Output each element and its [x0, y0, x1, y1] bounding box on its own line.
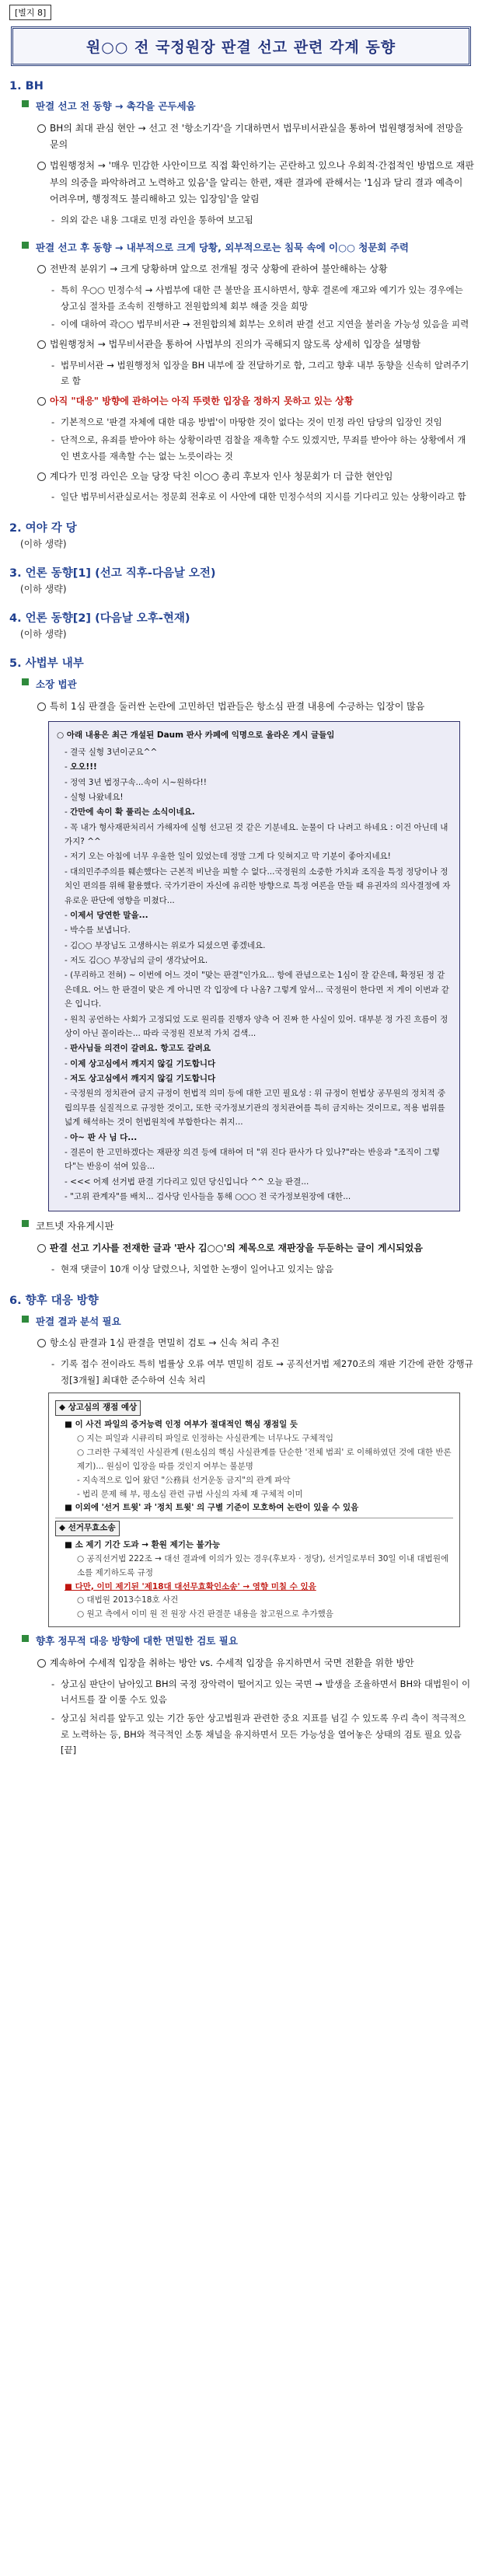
list-item-text: 일단 법무비서관실로서는 정문회 전후로 이 사안에 대한 민정수석의 지시를 기다리고 있는 상황이라고 함: [61, 491, 466, 503]
square-bullet-icon: [22, 1316, 29, 1323]
list-item-text: 아직 "대응" 방향에 관하여는 아직 뚜렷한 입장을 정하지 못하고 있는 상황: [50, 396, 354, 407]
section-4-heading: [9, 609, 474, 640]
title-box: [11, 26, 471, 66]
list-item: - 법무비서관 → 법원행정처 입장을 BH 내부에 잘 전달하기로 함, 그리고 향후 내부 동향을 신속히 알려주기로 함: [51, 359, 469, 387]
section-6b-label: 향후 정무적 대응 방향에 대한 면밀한 검토 필요: [36, 1635, 238, 1647]
comment-line: - <<< 어제 선거법 판결 기다리고 있던 당신입니다 ^^ 오늘 판결...: [65, 1176, 309, 1187]
document-title: 원○○ 전 국정원장 판결 선고 관련 각계 동향: [85, 39, 396, 56]
list-item: [8, 393, 474, 410]
comment-line: - 김○○ 부장님도 고생하시는 위로가 되셨으면 좋겠네요.: [65, 940, 266, 950]
square-bullet-icon: [22, 678, 29, 685]
section-6a: [8, 1313, 474, 1330]
case-detail: ○ 지는 피일과 시큐리티 파일로 인정하는 사실관계는 너무나도 구체적임: [77, 1434, 334, 1444]
section-5a: [8, 676, 474, 693]
attachment-tag: [별지 8]: [9, 5, 51, 20]
circle-bullet-icon: [37, 340, 46, 349]
circle-bullet-icon: [37, 265, 46, 274]
circle-bullet-icon: [37, 1244, 46, 1253]
comment-line: - 간만에 속이 확 풀리는 소식이네요.: [65, 807, 195, 817]
case-row: ■ 다만, 이미 제기된 '제18대 대선무효확인소송' → 영향 미칠 수 있음: [65, 1581, 316, 1591]
circle-bullet-icon: [37, 397, 46, 406]
comment-line: - 아~ 판 사 님 다...: [65, 1132, 138, 1142]
section-1a: [8, 98, 474, 115]
list-item-text: 기본적으로 '판결 자체에 대한 대응 방법'이 마땅한 것이 없다는 것이 민정 라인 담당의 입장인 것임: [61, 416, 442, 427]
comment-line: - 이제서 당연한 말을...: [65, 910, 148, 920]
square-bullet-icon: [22, 1220, 29, 1227]
comment-line: - 판사님들 의견이 갈려요. 항고도 갈려요: [65, 1044, 211, 1054]
list-item: [8, 120, 474, 154]
list-item-text: 판결 선고 기사를 전재한 글과 '판사 김○○'의 제목으로 재판장을 두둔하는 글이 게시되었음: [50, 1243, 423, 1254]
comment-line: - 실형 나왔네요!: [65, 792, 124, 802]
comment-line: - 꼭 내가 형사재판처리서 가해자에 실형 선고된 것 같은 기분네요. 눈물이 다 나려고 하네요 : 이건 아닌데 내가지? ^^: [65, 822, 448, 847]
list-item: - 단적으로, 유죄를 받아야 하는 상황이라면 검찰을 재촉할 수도 있겠지만, 무죄를 받아야 하는 상황에서 개인 변호사를 재촉할 수는 없는 노릇이라는 것: [51, 434, 466, 462]
list-item-text: 법원행정처 → 법무비서관을 통하여 사법부의 진의가 곡해되지 않도록 상세히 입장을 설명함: [50, 339, 421, 350]
case-detail: - 지속적으로 입어 왔던 "公務員 선거운동 금지"의 관계 파악: [77, 1475, 291, 1485]
list-item: [8, 469, 474, 486]
list-item-text: 의외 같은 내용 그대로 민정 라인을 통하여 보고됨: [61, 214, 253, 225]
case-detail: - 법리 문제 해 부, 평소심 관련 규범 사실의 자체 재 구체적 이미: [77, 1489, 303, 1499]
list-item-text: 법무비서관 → 법원행정처 입장을 BH 내부에 잘 전달하기로 함, 그리고 향후 내부 동향을 신속히 알려주기로 함: [61, 359, 469, 387]
section-1b-label: 판결 선고 후 동향 → 내부적으로 크게 당황, 외부적으로는 침묵 속에 이○○ 청문회 주력: [36, 241, 410, 253]
list-item: [8, 699, 474, 716]
list-item-text: 전반적 분위기 → 크게 당황하며 앞으로 전개될 정국 상황에 관하여 불안해하는 상황: [50, 263, 388, 275]
comment-line: - "고위 관계자"를 배치... 검사당 인사들을 통해 ○○○ 전 국가정보원장에 대한...: [65, 1192, 351, 1202]
section-4-title: 4. 언론 동향[2] (다음날 오후-현재): [9, 612, 190, 625]
list-item: - 기본적으로 '판결 자체에 대한 대응 방법'이 마땅한 것이 없다는 것이 민정 라인 담당의 입장인 것임: [51, 416, 442, 427]
comment-line: - 이제 상고심에서 깨지지 않길 기도합니다: [65, 1058, 216, 1068]
section-3-title: 3. 언론 동향[1] (선고 직후-다음날 오전): [9, 566, 216, 580]
comment-line: - 결론이 한 고민하겠다는 재판장 의견 등에 대하여 더 "위 진다 판사가 다 있나?"라는 반응과 "조직이 그렇다"는 반응이 섞여 있음...: [65, 1147, 440, 1172]
list-item: - 특히 우○○ 민정수석 → 사법부에 대한 큰 불만을 표시하면서, 향후 결론에 재고와 예기가 있는 경우에는 상고심 절차를 조속히 진행하고 전원합의체 회부 해줄 것을 희망: [51, 284, 463, 312]
comment-line: - 대의민주주의를 훼손했다는 근본적 비난을 피할 수 없다...국정원의 소중한 가치과 조직을 특정 정당이나 정치인 편의를 위해 활용했다. 국가기관이 자신에 유리한 방향으로 특정 여론을 만들 때 유권자의 의사결정에 자유로운 판단에 영향을 미쳤다...: [65, 866, 451, 905]
section-6-heading: 6. 향후 대응 방향: [9, 1294, 99, 1307]
list-item: [8, 158, 474, 208]
list-item: - 상고심 판단이 남아있고 BH의 국정 장악력이 떨어지고 있는 국면 → 발생을 조율하면서 BH와 대법원이 이너서트를 잘 이룰 수도 있음: [51, 1678, 471, 1706]
list-item: - 상고심 처리를 앞두고 있는 기간 동안 상고법원과 관련한 중요 지표를 넘길 수 있도록 우리 측이 적극적으로 노력하는 등, BH와 적극적인 소통 채널을 유지하면서 모든 가능성을 열어놓은 상태의 검토 필요 있음 [끝]: [51, 1712, 466, 1756]
section-5a-label: 소장 법관: [36, 678, 77, 690]
comment-line: - 박수를 보냅니다.: [65, 925, 131, 936]
case-detail: ○ 대법원 2013수18호 사건: [77, 1595, 179, 1605]
comment-line: - 저도 김○○ 부장님의 글이 생각났어요.: [65, 956, 208, 966]
case-analysis-box: [48, 1393, 460, 1627]
list-item: [8, 261, 474, 278]
list-item: [8, 1240, 474, 1257]
case-heading: ◆ 선거무효소송: [55, 1521, 120, 1536]
list-item-text: 항소심 판결과 1심 판결을 면밀히 검토 → 신속 처리 추진: [50, 1337, 280, 1349]
case-detail: ○ 공직선거법 222조 → 대선 결과에 이의가 있는 경우(후보자 · 정당), 선거일로부터 30일 이내 대법원에 소를 제기하도록 규정: [77, 1553, 449, 1577]
circle-bullet-icon: [37, 1659, 46, 1668]
section-1b: [8, 239, 474, 256]
list-item: - 의외 같은 내용 그대로 민정 라인을 통하여 보고됨: [51, 214, 253, 225]
comments-title: ○ 아래 내용은 최근 개설된 Daum 판사 카페에 익명으로 올라온 게시 글들임: [57, 730, 335, 741]
circle-bullet-icon: [37, 1339, 46, 1347]
list-item: [8, 1335, 474, 1352]
case-row: ■ 소 제기 기간 도과 → 환원 제기는 불가능: [65, 1540, 221, 1550]
section-6b: [8, 1633, 474, 1650]
section-1-heading: 1. BH: [9, 80, 44, 92]
list-item-text: 상고심 판단이 남아있고 BH의 국정 장악력이 떨어지고 있는 국면 → 발생을 조율하면서 BH와 대법원이 이너서트를 잘 이룰 수도 있음: [61, 1678, 471, 1706]
section-2-sub: (이하 생략): [20, 538, 67, 549]
case-detail: ○ 그러한 구체적인 사실관계 (원소심의 핵심 사실관계를 단순한 '전체 범죄' 로 이해하였던 것에 대한 반론 제기)... 원심이 입장을 따를 것인지 여부는 불분명: [77, 1447, 452, 1471]
cafe-comments-box: [48, 721, 460, 1211]
case-detail: ○ 원고 측에서 이미 원 전 원장 사건 판결문 내용을 참고원으로 추가했음: [77, 1609, 333, 1619]
list-item: - 기록 접수 전이라도 특히 법률상 오류 여부 면밀히 검토 → 공직선거법 제270조의 재판 기간에 관한 강행규정[3개월] 최대한 준수하여 신속 처리: [51, 1358, 473, 1386]
list-item: - 현재 댓글이 10개 이상 달렸으나, 치열한 논쟁이 일어나고 있지는 않음: [51, 1263, 334, 1274]
list-item-text: 기록 접수 전이라도 특히 법률상 오류 여부 면밀히 검토 → 공직선거법 제270조의 재판 기간에 관한 강행규정[3개월] 최대한 준수하여 신속 처리: [61, 1358, 473, 1386]
list-item: [8, 1655, 474, 1672]
section-4-sub: (이하 생략): [20, 628, 67, 640]
circle-bullet-icon: [37, 162, 46, 170]
list-item-text: 법원행정처 → '매우 민감한 사안이므로 직접 확인하기는 곤란하고 있으나 우회적·간접적인 방법으로 재판부의 의중을 파악하려고 노력하고 있음'을 알리는 한편, 재판 결과에 관해서는 '1심과 달리 결과 예측이 어려우며, 행정적도 불리해하고 있는 입장임'을 알림: [50, 160, 474, 205]
comment-line: - 저기 오는 아침에 너무 우울한 일이 있었는데 정말 그게 다 잊혀지고 막 기분이 좋아지네요!: [65, 852, 391, 862]
list-item-text: 현재 댓글이 10개 이상 달렸으나, 치열한 논쟁이 일어나고 있지는 않음: [61, 1263, 334, 1274]
case-row: ■ 이 사건 파일의 증거능력 인정 여부가 절대적인 핵심 쟁점일 듯: [65, 1420, 298, 1430]
comment-line: - 원칙 공언하는 사회가 고정되었 도로 원리를 진행자 양측 어 진짜 한 사실이 있어. 대부분 정 가진 흐름이 정상이 아닌 꼴이라는... 따라 국정원 진보적 가치 검색...: [65, 1014, 448, 1038]
section-6a-label: 판결 결과 분석 필요: [36, 1315, 121, 1327]
circle-bullet-icon: [37, 472, 46, 481]
case-row: ■ 이외에 '선거 트윗' 과 '정치 트윗' 의 구별 기준이 모호하여 논란이 있을 수 있음: [65, 1503, 359, 1513]
comment-line: - 오오!!!: [65, 762, 97, 772]
section-3-heading: [9, 564, 474, 595]
square-bullet-icon: [22, 1635, 29, 1642]
list-item-text: 특히 우○○ 민정수석 → 사법부에 대한 큰 불만을 표시하면서, 향후 결론에 재고와 예기가 있는 경우에는 상고심 절차를 조속히 진행하고 전원합의체 회부 해줄 것을 희망: [61, 284, 463, 312]
circle-bullet-icon: [37, 702, 46, 711]
list-item-text: BH의 최대 관심 현안 → 선고 전 '항소기각'을 기대하면서 법무비서관실을 통하여 법원행정처에 전망을 문의: [50, 122, 463, 151]
square-bullet-icon: [22, 242, 29, 249]
section-2-title: 2. 여야 각 당: [9, 521, 77, 535]
section-3-sub: (이하 생략): [20, 583, 67, 594]
section-5b-label: 코트넷 자유게시판: [36, 1220, 114, 1232]
list-item: - 이에 대하여 곽○○ 법무비서관 → 전원합의체 회부는 오히려 판결 선고 지연을 불러올 가능성 있음을 피력: [51, 319, 469, 330]
comment-line: - 정역 3년 법정구속...속이 시~원하다!!: [65, 777, 207, 787]
list-item-text: 단적으로, 유죄를 받아야 하는 상황이라면 검찰을 재촉할 수도 있겠지만, 무죄를 받아야 하는 상황에서 개인 변호사를 재촉할 수는 없는 노릇이라는 것: [61, 434, 466, 462]
section-2-heading: [9, 519, 474, 550]
section-5b: [8, 1218, 474, 1235]
comment-line: - 결국 실형 3년이군요^^: [65, 747, 158, 757]
list-item-text: 계속하여 수세적 입장을 취하는 방안 vs. 수세적 입장을 유지하면서 국면 전환을 위한 방안: [50, 1657, 414, 1668]
list-item-text: 이에 대하여 곽○○ 법무비서관 → 전원합의체 회부는 오히려 판결 선고 지연을 불러올 가능성 있음을 피력: [61, 319, 469, 330]
section-5-heading: 5. 사법부 내부: [9, 657, 84, 670]
list-item: [8, 336, 474, 354]
list-item-text: 계다가 민정 라인은 오늘 당장 닥친 이○○ 총리 후보자 인사 청문회가 더 급한 현안임: [50, 470, 393, 482]
section-1a-label: 판결 선고 전 동향 → 촉각을 곤두세움: [36, 100, 196, 112]
comment-line: - 국정원의 정치관여 금지 규정이 헌법적 의미 등에 대한 고민 필요성 : 위 규정이 헌법상 공무원의 정치적 중립의무를 실질적으로 규정한 것이고, 또한 국가정보기관의 정치관여를 특히 금지하는 것이므로, 적용 범위를 넓게 해석하는 것이 헌법원칙에 부합한다는 취지...: [65, 1089, 446, 1128]
list-item: - 일단 법무비서관실로서는 정문회 전후로 이 사안에 대한 민정수석의 지시를 기다리고 있는 상황이라고 함: [51, 491, 466, 503]
comment-line: - (무리하고 전혀) ~ 이번에 어느 것이 "맞는 판결"인가요... 항에 관념으로는 1심이 잘 같은데, 확정된 정 같은데요. 어느 한 판결이 맞은 게 아니면 각 입장에 다 나옴? 그렇게 앞서... 국정원이 한다면 저 게이 이번과 같은 입니다.: [65, 971, 449, 1009]
comment-line: - 저도 상고심에서 깨지지 않길 기도합니다: [65, 1074, 216, 1084]
list-item-text: 상고심 처리를 앞두고 있는 기간 동안 상고법원과 관련한 중요 지표를 넘길 수 있도록 우리 측이 적극적으로 노력하는 등, BH와 적극적인 소통 채널을 유지하면서 모든 가능성을 열어놓은 상태의 검토 필요 있음 [끝]: [61, 1712, 466, 1756]
circle-bullet-icon: [37, 124, 46, 133]
square-bullet-icon: [22, 100, 29, 107]
list-item-text: 특히 1심 판결을 둘러싼 논란에 고민하던 법관들은 항소심 판결 내용에 수긍하는 입장이 많음: [50, 700, 425, 712]
case-heading: ◆ 상고심의 쟁점 예상: [55, 1400, 141, 1416]
